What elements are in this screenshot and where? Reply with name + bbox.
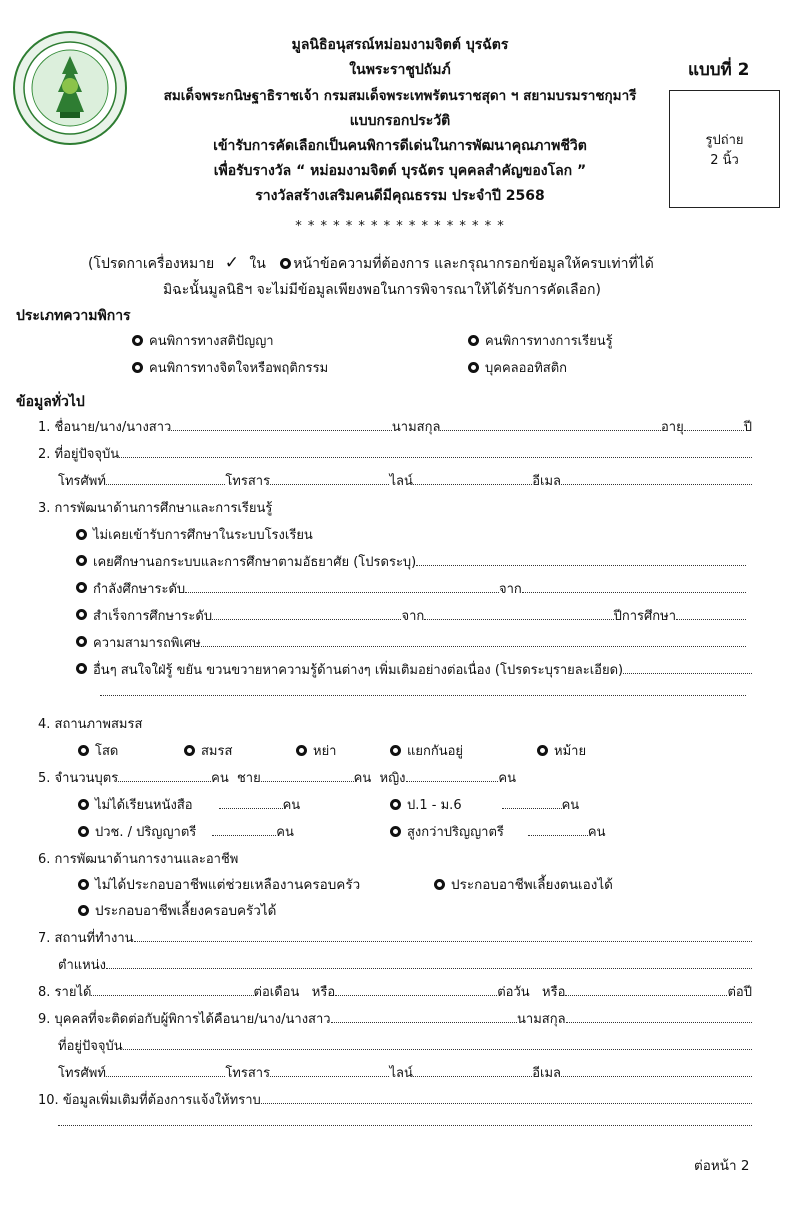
radio-circle-icon[interactable] [76,555,87,566]
instruction-line-1: (โปรดกาเครื่องหมาย ✓ ใน หน้าข้อความที่ต้องการ และกรุณากรอกข้อมูลให้ครบเท่าที่ได้ [88,253,654,273]
photo-size: 2 นิ้ว [710,153,739,168]
contact-phone-row: โทรศัพท์ โทรสาร ไลน์ อีเมล [58,1062,752,1083]
radio-circle-icon[interactable] [78,826,89,837]
radio-circle-icon[interactable] [537,745,548,756]
position-row: ตำแหน่ง [58,954,752,975]
position-field[interactable] [106,956,752,969]
edu-option-other[interactable]: อื่นๆ สนใจใฝ่รู้ ขยัน ขวนขวายหาความรู้ด้านต่างๆ เพิ่มเติมอย่างต่อเนื่อง (โปรดระบุรายละเอียด) [76,659,752,680]
disability-option-mental[interactable]: คนพิการทางจิตใจหรือพฤติกรรม [132,357,328,378]
phone-field[interactable] [106,472,225,485]
radio-circle-icon[interactable] [468,362,479,373]
q9-row: 9. บุคคลที่จะติดต่อกับผู้พิการได้คือนาย/นาง/นางสาว นามสกุล [38,1008,752,1029]
q6-title: 6. การพัฒนาด้านการงานและอาชีพ [38,852,239,867]
radio-circle-icon[interactable] [76,663,87,674]
edu-option-graduated[interactable]: สำเร็จการศึกษาระดับ จาก ปีการศึกษา [76,605,746,626]
address-field[interactable] [119,445,752,458]
contact-address-field[interactable] [123,1037,752,1050]
q10-row: 10. ข้อมูลเพิ่มเติมที่ต้องการแจ้งให้ทราบ [38,1089,752,1110]
q8-row: 8. รายได้ ต่อเดือน หรือ ต่อวัน หรือ ต่อปี [38,985,752,1000]
p1-m6-count-field[interactable] [502,796,562,809]
disability-option-intellectual[interactable]: คนพิการทางสติปัญญา [132,330,274,351]
circle-icon [280,258,291,269]
surname-field[interactable] [440,418,661,431]
radio-circle-icon[interactable] [78,745,89,756]
marital-divorced[interactable]: หย่า [296,740,337,761]
org-name: มูลนิธิอนุสรณ์หม่อมงามจิตต์ บุรฉัตร [291,37,509,53]
general-heading: ข้อมูลทั่วไป [16,394,85,410]
additional-info-field[interactable] [261,1091,752,1104]
children-no-school[interactable]: ไม่ได้เรียนหนังสือ คน [78,794,300,815]
contact-address-row: ที่อยู่ปัจจุบัน [58,1035,752,1056]
radio-circle-icon[interactable] [390,826,401,837]
radio-circle-icon[interactable] [390,745,401,756]
studying-level-field[interactable] [185,580,499,593]
radio-circle-icon[interactable] [78,905,89,916]
career-self-support[interactable]: ประกอบอาชีพเลี้ยงตนเองได้ [434,873,613,895]
additional-info-line-2[interactable] [58,1113,752,1126]
photo-box [669,90,780,208]
graduated-level-field[interactable] [212,607,401,620]
radio-circle-icon[interactable] [76,582,87,593]
fax-field[interactable] [270,472,389,485]
purpose-line-1: เข้ารับการคัดเลือกเป็นคนพิการดีเด่นในการพัฒนาคุณภาพชีวิต [213,138,587,154]
income-day-field[interactable] [335,983,497,996]
edu-option-studying[interactable]: กำลังศึกษาระดับ จาก [76,578,746,599]
income-year-field[interactable] [565,983,727,996]
radio-circle-icon[interactable] [132,335,143,346]
radio-circle-icon[interactable] [78,799,89,810]
marital-married[interactable]: สมรส [184,740,232,761]
contact-line-field[interactable] [413,1064,532,1077]
name-field[interactable] [171,418,392,431]
special-ability-field[interactable] [201,634,746,647]
additional-info-field-2[interactable] [58,1113,752,1126]
q7-row: 7. สถานที่ทำงาน [38,927,752,948]
marital-single[interactable]: โสด [78,740,118,761]
career-family-support[interactable]: ประกอบอาชีพเลี้ยงครอบครัวได้ [78,899,276,921]
q2-row: 2. ที่อยู่ปัจจุบัน [38,443,752,464]
check-mark-icon: ✓ [224,253,239,273]
contact-name-field[interactable] [331,1010,517,1023]
marital-separated[interactable]: แยกกันอยู่ [390,740,463,761]
royal-patron-name: สมเด็จพระกนิษฐาธิราชเจ้า กรมสมเด็จพระเทพรัตนราชสุดา ฯ สยามบรมราชกุมารี [163,88,637,104]
contact-email-field[interactable] [561,1064,752,1077]
disability-heading: ประเภทความพิการ [16,308,131,324]
form-number: แบบที่ 2 [688,60,750,80]
children-vocational-bachelor[interactable]: ปวช. / ปริญญาตรี คน [78,821,294,842]
children-male-field[interactable] [261,769,354,782]
q5-row: 5. จำนวนบุตร คน ชาย คน หญิง คน [38,771,516,786]
bachelor-count-field[interactable] [212,823,276,836]
radio-circle-icon[interactable] [78,879,89,890]
children-primary-secondary[interactable]: ป.1 - ม.6 คน [390,794,579,815]
no-school-count-field[interactable] [219,796,283,809]
radio-circle-icon[interactable] [76,636,87,647]
radio-circle-icon[interactable] [76,529,87,540]
marital-widowed[interactable]: หม้าย [537,740,586,761]
other-detail-field-2[interactable] [100,683,746,696]
email-field[interactable] [561,472,752,485]
children-female-field[interactable] [406,769,499,782]
form-title: แบบกรอกประวัติ [349,113,451,129]
purpose-line-3: รางวัลสร้างเสริมคนดีมีคุณธรรม ประจำปี 2568 [255,188,545,204]
royal-patronage: ในพระราชูปถัมภ์ [349,62,451,78]
graduated-institution-field[interactable] [424,607,613,620]
other-detail-field[interactable] [623,661,752,674]
contact-fax-field[interactable] [270,1064,389,1077]
disability-option-autistic[interactable]: บุคคลออทิสติก [468,357,567,378]
q4-title: 4. สถานภาพสมรส [38,717,143,732]
income-month-field[interactable] [91,983,253,996]
line-id-field[interactable] [413,472,532,485]
radio-circle-icon[interactable] [132,362,143,373]
studying-institution-field[interactable] [522,580,746,593]
instruction-line-2: มิฉะนั้นมูลนิธิฯ จะไม่มีข้อมูลเพียงพอในการพิจารณาให้ได้รับการคัดเลือก) [163,282,601,298]
radio-circle-icon[interactable] [468,335,479,346]
disability-option-learning[interactable]: คนพิการทางการเรียนรู้ [468,330,613,351]
radio-circle-icon[interactable] [434,879,445,890]
separator-stars: * * * * * * * * * * * * * * * * * [295,219,505,234]
edu-option-nonformal[interactable]: เคยศึกษานอกระบบและการศึกษาตามอัธยาศัย (โปรดระบุ) [76,551,746,572]
graduation-year-field[interactable] [676,607,746,620]
next-page-note: ต่อหน้า 2 [694,1158,750,1174]
photo-label: รูปถ่าย [705,133,744,148]
radio-circle-icon[interactable] [184,745,195,756]
contact-surname-field[interactable] [566,1010,752,1023]
contact-phone-field[interactable] [106,1064,225,1077]
children-total-field[interactable] [118,769,211,782]
radio-circle-icon[interactable] [296,745,307,756]
age-field[interactable] [684,418,744,431]
edu-option-special[interactable]: ความสามารถพิเศษ [76,632,746,653]
q1-row: 1. ชื่อนาย/นาง/นางสาว นามสกุล อายุ ปี [38,420,752,435]
purpose-line-2: เพื่อรับรางวัล “ หม่อมงามจิตต์ บุรฉัตร บุคคลสำคัญของโลก ” [213,163,587,179]
radio-circle-icon[interactable] [390,799,401,810]
q3-title: 3. การพัฒนาด้านการศึกษาและการเรียนรู้ [38,501,273,516]
radio-circle-icon[interactable] [76,609,87,620]
above-bachelor-count-field[interactable] [528,823,588,836]
other-detail-line-2[interactable] [100,683,746,696]
q2-contact-row: โทรศัพท์ โทรสาร ไลน์ อีเมล [58,470,752,491]
nonformal-field[interactable] [416,553,746,566]
workplace-field[interactable] [134,929,752,942]
children-above-bachelor[interactable]: สูงกว่าปริญญาตรี คน [390,821,605,842]
career-family-help[interactable]: ไม่ได้ประกอบอาชีพแต่ช่วยเหลืองานครอบครัว [78,873,360,895]
edu-option-never[interactable]: ไม่เคยเข้ารับการศึกษาในระบบโรงเรียน [76,524,313,545]
